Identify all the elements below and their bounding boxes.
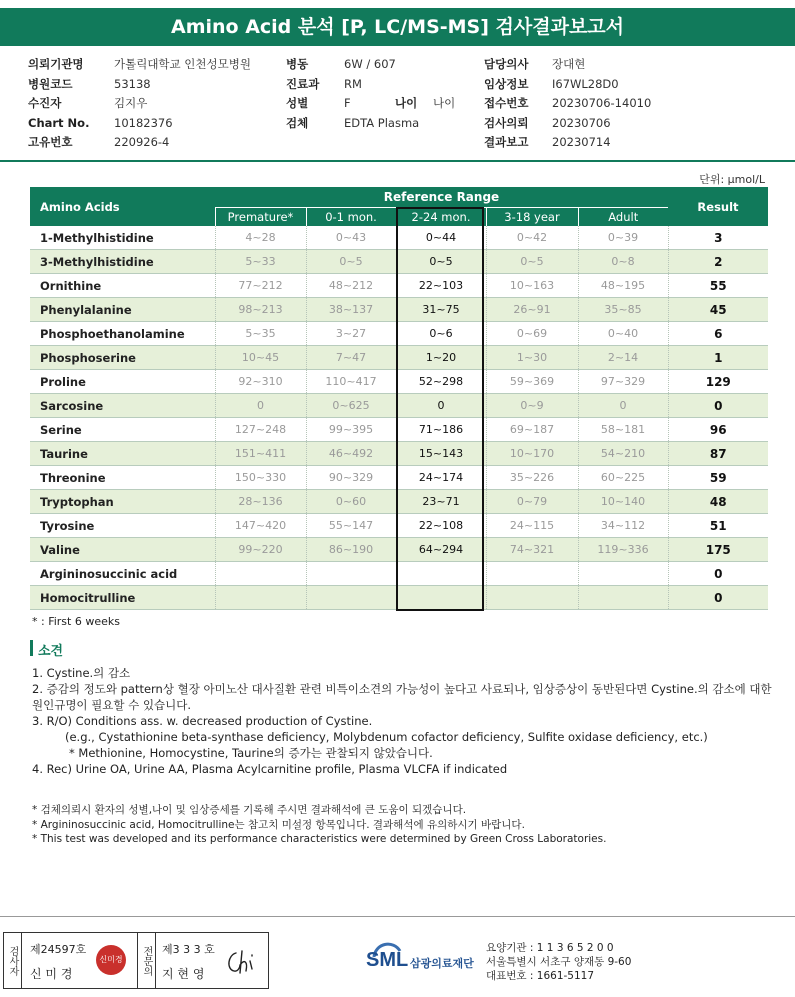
- info-value: 20230706-14010: [552, 96, 652, 110]
- info-label: 임상정보: [484, 76, 529, 91]
- reference-value: 1~20: [396, 346, 486, 370]
- reference-value: 0~5: [306, 250, 396, 274]
- info-value: 10182376: [114, 115, 173, 130]
- reference-value: 150~330: [215, 466, 306, 490]
- reference-value: 0: [578, 394, 668, 418]
- reference-value: 99~220: [215, 538, 306, 562]
- finding-line: (e.g., Cystathionine beta-synthase deficiency, Molybdenum cofactor deficiency, Sulfite oxidase deficiency, etc.): [65, 730, 708, 744]
- age-value: 나이: [433, 96, 456, 110]
- notes: [32, 803, 772, 847]
- reference-value: 24~174: [396, 466, 486, 490]
- reference-value: 10~163: [486, 274, 578, 298]
- table-row: [30, 274, 768, 298]
- reference-value: 52~298: [396, 370, 486, 394]
- reference-value: 23~71: [396, 490, 486, 514]
- reference-value: 99~395: [306, 418, 396, 442]
- amino-acid-name: Tryptophan: [30, 490, 215, 514]
- reference-value: 15~143: [396, 442, 486, 466]
- table-row: [30, 250, 768, 274]
- amino-acid-name: Homocitrulline: [30, 586, 215, 610]
- info-row: [28, 94, 251, 114]
- info-row: [484, 114, 651, 134]
- amino-acid-name: Sarcosine: [30, 394, 215, 418]
- col-ref-0: Premature*: [215, 207, 306, 226]
- reference-value: 74~321: [486, 538, 578, 562]
- amino-acid-name: Phosphoserine: [30, 346, 215, 370]
- reference-value: [396, 562, 486, 586]
- result-value: 2: [668, 250, 768, 274]
- report-title: Amino Acid 분석 [P, LC/MS-MS] 검사결과보고서: [0, 8, 795, 46]
- result-value: 1: [668, 346, 768, 370]
- top-divider: [0, 160, 795, 162]
- reference-value: 35~226: [486, 466, 578, 490]
- reference-value: 5~33: [215, 250, 306, 274]
- reference-value: 127~248: [215, 418, 306, 442]
- info-label: 병동: [286, 57, 309, 71]
- table-row: [30, 466, 768, 490]
- lab-code: 요양기관 : 1 1 3 6 5 2 0 0: [486, 942, 614, 954]
- specialist-id: 제3 3 3 호: [162, 943, 215, 956]
- reference-value: 54~210: [578, 442, 668, 466]
- reference-value: 0: [215, 394, 306, 418]
- amino-acid-name: 3-Methylhistidine: [30, 250, 215, 274]
- reference-value: [396, 586, 486, 610]
- reference-value: 77~212: [215, 274, 306, 298]
- reference-value: 34~112: [578, 514, 668, 538]
- amino-acid-name: Tyrosine: [30, 514, 215, 538]
- finding-line: 1. Cystine.의 감소: [32, 666, 131, 680]
- info-value: RM: [344, 76, 362, 91]
- reference-value: 98~213: [215, 298, 306, 322]
- reference-value: 0~6: [396, 322, 486, 346]
- reference-value: 46~492: [306, 442, 396, 466]
- result-value: 175: [668, 538, 768, 562]
- info-value: 가톨릭대학교 인천성모병원: [114, 57, 251, 71]
- info-label: 접수번호: [484, 96, 529, 110]
- info-label: 결과보고: [484, 135, 529, 149]
- reference-value: 7~47: [306, 346, 396, 370]
- result-value: 87: [668, 442, 768, 466]
- result-value: 48: [668, 490, 768, 514]
- reference-value: 97~329: [578, 370, 668, 394]
- reference-value: 1~30: [486, 346, 578, 370]
- info-row: [28, 75, 251, 95]
- reference-value: 0~69: [486, 322, 578, 346]
- logo-name: 삼광의료재단: [410, 957, 474, 970]
- finding-line: 3. R/O) Conditions ass. w. decreased production of Cystine.: [32, 714, 373, 728]
- info-value: 20230714: [552, 135, 611, 149]
- reference-value: 10~140: [578, 490, 668, 514]
- reference-value: 92~310: [215, 370, 306, 394]
- table-row: [30, 418, 768, 442]
- col-ref-3: 3-18 year: [486, 207, 578, 226]
- info-row: [286, 75, 419, 95]
- info-label: 성별: [286, 96, 309, 110]
- col-result: Result: [668, 187, 768, 226]
- finding-line: * Methionine, Homocystine, Taurine의 증가는 관찰되지 않았습니다.: [69, 746, 433, 760]
- info-row: [28, 133, 251, 153]
- amino-acid-name: Serine: [30, 418, 215, 442]
- reference-value: [306, 562, 396, 586]
- inspector-name: 신 미 경: [30, 967, 73, 981]
- info-label: 의뢰기관명: [28, 57, 84, 71]
- reference-value: 0~40: [578, 322, 668, 346]
- info-label: 검사의뢰: [484, 115, 529, 130]
- reference-value: 24~115: [486, 514, 578, 538]
- reference-value: 0~44: [396, 226, 486, 250]
- footnote: * : First 6 weeks: [32, 615, 120, 628]
- amino-acid-name: Argininosuccinic acid: [30, 562, 215, 586]
- reference-value: 4~28: [215, 226, 306, 250]
- reference-value: 147~420: [215, 514, 306, 538]
- info-value: F: [344, 96, 351, 110]
- reference-value: 48~212: [306, 274, 396, 298]
- reference-value: [578, 562, 668, 586]
- reference-value: 151~411: [215, 442, 306, 466]
- amino-acid-table: [30, 187, 768, 610]
- result-value: 0: [668, 586, 768, 610]
- handwritten-signature: [224, 947, 262, 977]
- info-value: 김지우: [114, 96, 148, 110]
- result-value: 3: [668, 226, 768, 250]
- info-value: I67WL28D0: [552, 76, 619, 91]
- reference-value: 110~417: [306, 370, 396, 394]
- reference-value: 69~187: [486, 418, 578, 442]
- reference-value: 3~27: [306, 322, 396, 346]
- reference-value: 28~136: [215, 490, 306, 514]
- col-reference-range: Reference Range: [215, 187, 668, 207]
- info-left: [28, 55, 251, 153]
- table-row: [30, 490, 768, 514]
- reference-value: 0~39: [578, 226, 668, 250]
- reference-value: 35~85: [578, 298, 668, 322]
- reference-value: 10~170: [486, 442, 578, 466]
- table-row: [30, 442, 768, 466]
- table-row: [30, 226, 768, 250]
- table-row: [30, 346, 768, 370]
- unit-label: 단위: μmol/L: [699, 173, 765, 186]
- info-label: Chart No.: [28, 115, 90, 130]
- reference-value: 0~9: [486, 394, 578, 418]
- finding-line: 2. 증감의 정도와 pattern상 혈장 아미노산 대사질환 관련 비특이소견의 가능성이 높다고 사료되나, 임상증상이 동반된다면 Cystine.의 감소에 대한 원인규명이 필요할 수 있습니다.: [32, 682, 772, 712]
- section-title: 소견: [38, 644, 64, 659]
- info-row: [28, 55, 251, 75]
- info-label: 담당의사: [484, 57, 529, 71]
- reference-value: 22~108: [396, 514, 486, 538]
- table-row: [30, 370, 768, 394]
- reference-value: 2~14: [578, 346, 668, 370]
- table-row: [30, 538, 768, 562]
- amino-acid-name: Taurine: [30, 442, 215, 466]
- table-row: [30, 562, 768, 586]
- reference-value: 59~369: [486, 370, 578, 394]
- reference-value: 26~91: [486, 298, 578, 322]
- note-line: * 검체의뢰시 환자의 성별,나이 및 임상증세를 기록해 주시면 결과해석에 큰 도움이 되겠습니다.: [32, 804, 467, 816]
- col-ref-4: Adult: [578, 207, 668, 226]
- reference-value: 0~42: [486, 226, 578, 250]
- signature-box: [3, 932, 269, 989]
- bottom-divider: [0, 916, 795, 917]
- amino-acid-name: Phosphoethanolamine: [30, 322, 215, 346]
- reference-value: [486, 562, 578, 586]
- reference-value: 22~103: [396, 274, 486, 298]
- age-label: 나이: [395, 96, 418, 110]
- info-value: 6W / 607: [344, 57, 396, 71]
- table-row: [30, 514, 768, 538]
- info-label: 수진자: [28, 96, 62, 110]
- amino-acid-name: 1-Methylhistidine: [30, 226, 215, 250]
- info-label: 고유번호: [28, 135, 73, 149]
- result-value: 59: [668, 466, 768, 490]
- reference-value: 10~45: [215, 346, 306, 370]
- reference-value: 86~190: [306, 538, 396, 562]
- reference-value: 0~5: [396, 250, 486, 274]
- amino-acid-name: Valine: [30, 538, 215, 562]
- reference-value: 0~60: [306, 490, 396, 514]
- lab-phone: 대표번호 : 1661-5117: [486, 970, 595, 982]
- result-value: 6: [668, 322, 768, 346]
- amino-acid-name: Ornithine: [30, 274, 215, 298]
- table-row: [30, 394, 768, 418]
- section-marker: [30, 640, 33, 656]
- reference-value: 5~35: [215, 322, 306, 346]
- info-right: [484, 55, 651, 153]
- findings: [32, 665, 772, 777]
- info-row: [484, 55, 651, 75]
- reference-value: 0~8: [578, 250, 668, 274]
- reference-value: 119~336: [578, 538, 668, 562]
- amino-acid-name: Phenylalanine: [30, 298, 215, 322]
- reference-value: [578, 586, 668, 610]
- reference-value: 0~625: [306, 394, 396, 418]
- reference-value: 90~329: [306, 466, 396, 490]
- table-row: [30, 322, 768, 346]
- result-value: 129: [668, 370, 768, 394]
- note-line: * This test was developed and its performance characteristics were determined by Green Cross Laboratories.: [32, 833, 607, 845]
- inspector-label: 검사자: [4, 933, 22, 988]
- col-ref-1: 0-1 mon.: [306, 207, 396, 226]
- table-row: [30, 586, 768, 610]
- reference-value: 0~79: [486, 490, 578, 514]
- reference-value: 60~225: [578, 466, 668, 490]
- info-row: [484, 133, 651, 153]
- note-line: * Argininosuccinic acid, Homocitrulline는 참고치 미설정 항목입니다. 결과해석에 유의하시기 바랍니다.: [32, 818, 525, 831]
- info-value: 20230706: [552, 115, 611, 130]
- reference-value: 0~43: [306, 226, 396, 250]
- info-label: 병원코드: [28, 76, 73, 91]
- specialist-name: 지 현 영: [162, 967, 205, 981]
- info-label: 검체: [286, 115, 309, 130]
- info-value: 장대현: [552, 57, 586, 71]
- col-amino-acids: Amino Acids: [30, 187, 215, 226]
- result-value: 45: [668, 298, 768, 322]
- result-value: 0: [668, 394, 768, 418]
- specialist-label: 전문의: [137, 933, 156, 988]
- info-row: [286, 114, 419, 134]
- info-value: 220926-4: [114, 135, 170, 149]
- result-value: 55: [668, 274, 768, 298]
- reference-value: 55~147: [306, 514, 396, 538]
- seal-text: 신미경: [99, 955, 123, 964]
- table-row: [30, 298, 768, 322]
- reference-value: 0~5: [486, 250, 578, 274]
- info-row: [484, 94, 651, 114]
- age-field: [395, 94, 455, 114]
- reference-value: [306, 586, 396, 610]
- lab-address: 서울특별시 서초구 양재동 9-60: [486, 956, 632, 968]
- reference-value: 0: [396, 394, 486, 418]
- result-value: 0: [668, 562, 768, 586]
- logo-text: SML: [366, 949, 409, 971]
- reference-value: [486, 586, 578, 610]
- info-value: EDTA Plasma: [344, 115, 420, 130]
- lab-info: [486, 941, 631, 983]
- reference-value: [215, 586, 306, 610]
- reference-value: 48~195: [578, 274, 668, 298]
- seal-stamp: [96, 945, 126, 975]
- info-row: [28, 114, 251, 134]
- info-row: [484, 75, 651, 95]
- reference-value: [215, 562, 306, 586]
- info-value: 53138: [114, 76, 151, 91]
- reference-value: 64~294: [396, 538, 486, 562]
- reference-value: 31~75: [396, 298, 486, 322]
- amino-acid-name: Threonine: [30, 466, 215, 490]
- result-value: 96: [668, 418, 768, 442]
- col-ref-2: 2-24 mon.: [396, 207, 486, 226]
- reference-value: 38~137: [306, 298, 396, 322]
- info-row: [286, 55, 419, 75]
- result-value: 51: [668, 514, 768, 538]
- reference-value: 58~181: [578, 418, 668, 442]
- info-label: 진료과: [286, 76, 320, 91]
- finding-line: 4. Rec) Urine OA, Urine AA, Plasma Acylcarnitine profile, Plasma VLCFA if indicated: [32, 762, 508, 776]
- amino-acid-name: Proline: [30, 370, 215, 394]
- inspector-id: 제24597호: [30, 943, 87, 956]
- reference-value: 71~186: [396, 418, 486, 442]
